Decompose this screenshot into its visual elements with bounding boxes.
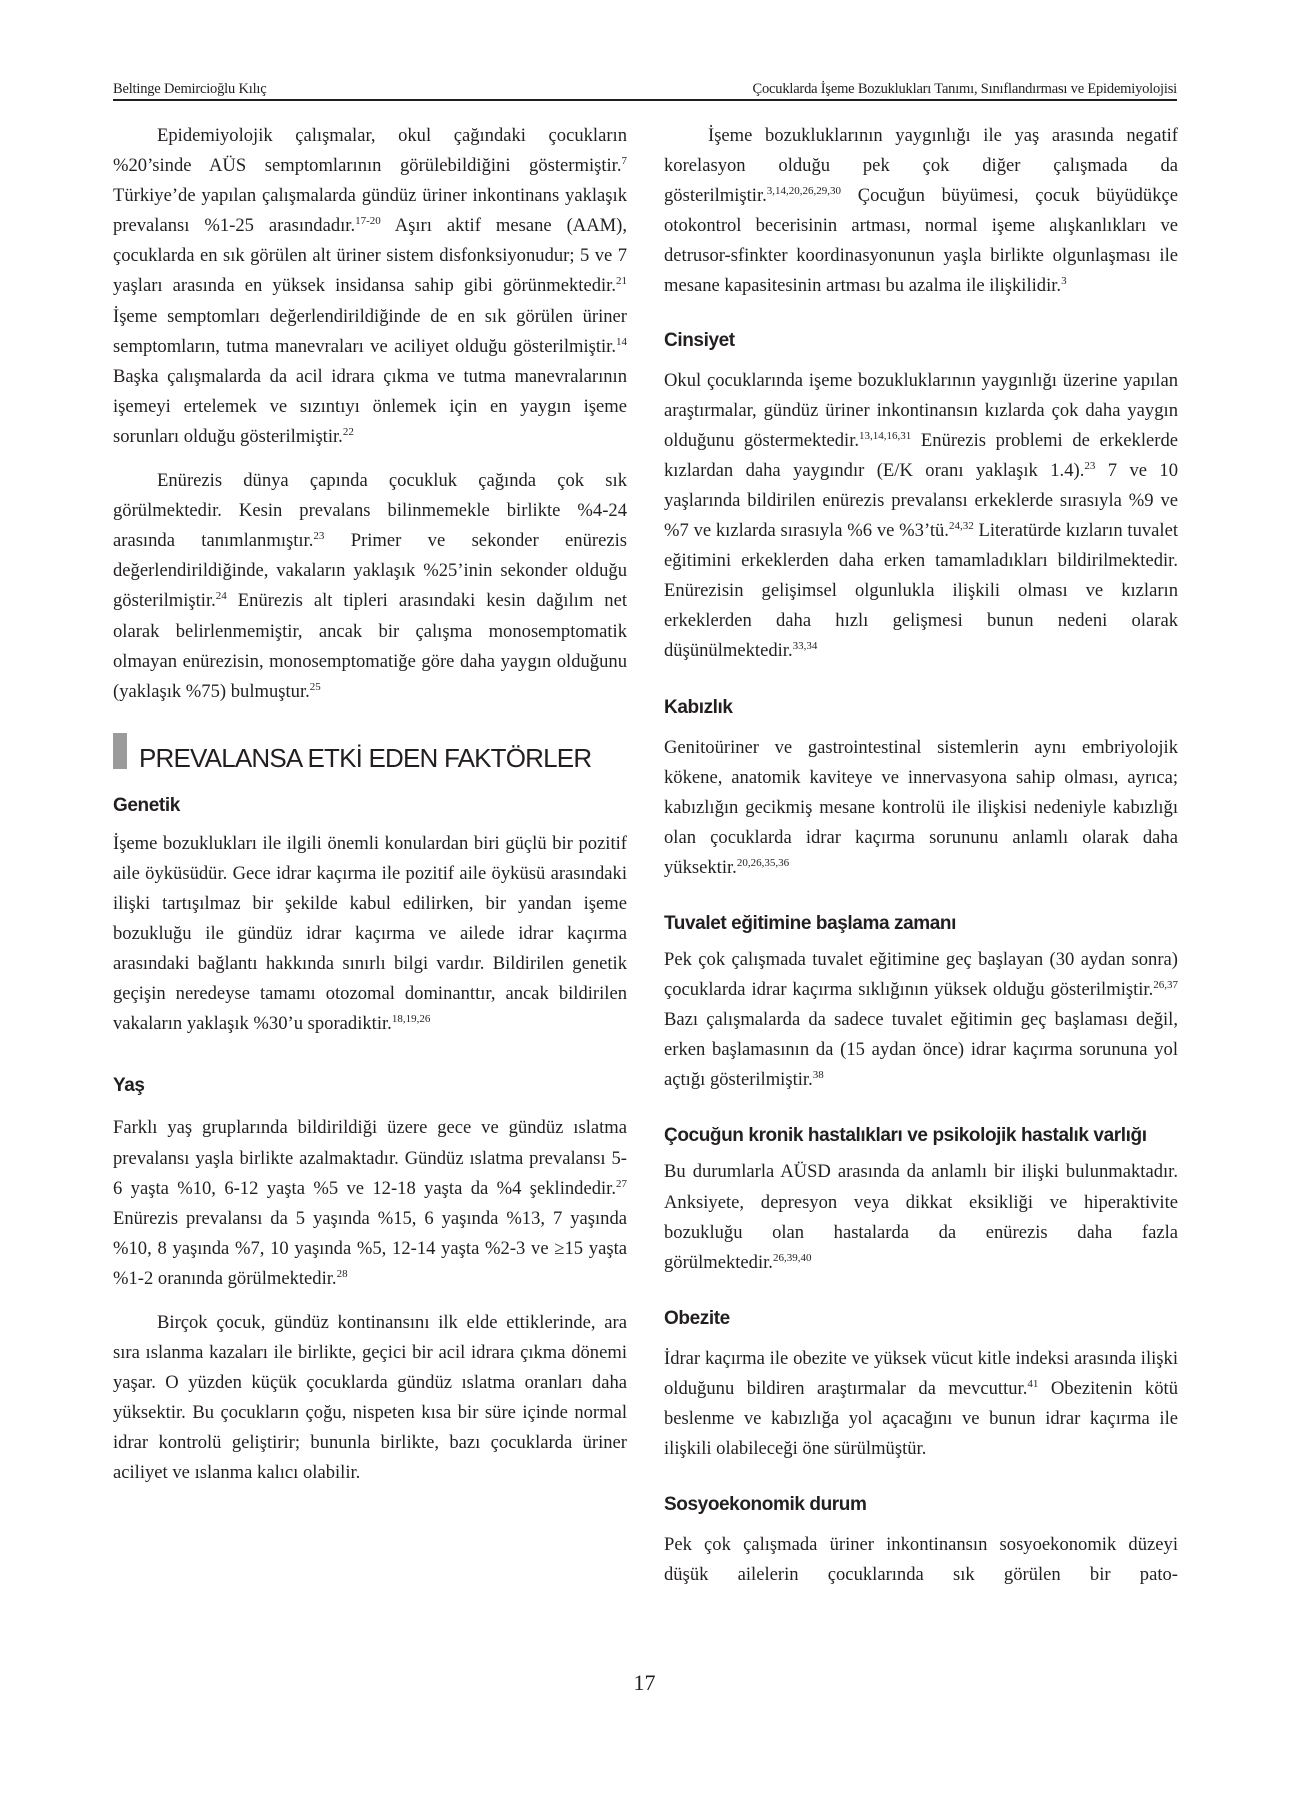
citation: 13,14,16,31	[859, 429, 912, 442]
header-author: Beltinge Demircioğlu Kılıç	[113, 81, 267, 97]
spacer	[664, 302, 1178, 326]
section-heading	[113, 729, 627, 773]
page-number: 17	[633, 1670, 656, 1695]
paragraph-tuvalet: Pek çok çalışmada tuvalet eğitimine geç başlayan (30 aydan sonra) çocuklarda idrar kaçırma sıklığının yüksek olduğu gösterilmiştir.$^{26,37}$ Bazı çalışmalarda da sadece tuvalet eğitimin geç başlaması değil, erken başlamasının da (15 aydan önce) idrar kaçırma sorununa yol açtığı gösterilmiştir.$^{38}$	[664, 948, 1178, 1091]
paragraph-kabizlik: Genitoüriner ve gastrointestinal sistemlerin aynı embriyolojik kökene, anatomik kaviteye ve innervasyona sahip olması, ayrıca; kabızlığın gecikmiş mesane kontrolü ile ilişkisi nedeniyle kabızlığı olan çocuklarda idrar kaçırma sorununu anlamlı olarak daha yüksektir.$^{20,26,35,36}$	[664, 736, 1178, 878]
citation: 26,39,40	[772, 1251, 812, 1264]
spacer	[664, 1464, 1178, 1490]
citation: 18,19,26	[391, 1013, 431, 1026]
paragraph-kronik: Bu durumlarla AÜSD arasında da anlamlı bir ilişki bulunmaktadır. Anksiyete, depresyon veya dikkat eksikliği ve hiperaktivite bozukluğu olan hastalarda da enürezis daha fazla görülmektedir.$^{26,39,40}$	[664, 1161, 1178, 1273]
subheading-yas: Yaş	[113, 1075, 145, 1097]
citation: 7	[621, 155, 627, 168]
citation: 25	[309, 680, 321, 693]
citation: 28	[336, 1267, 348, 1280]
spacer	[664, 1095, 1178, 1121]
spacer	[113, 1101, 627, 1113]
subheading-cinsiyet: Cinsiyet	[664, 329, 735, 351]
section-title: PREVALANSA ETKİ EDEN FAKTÖRLER	[139, 742, 592, 773]
citation: 27	[616, 1177, 627, 1190]
paragraph-genetik: İşeme bozuklukları ile ilgili önemli konulardan biri güçlü bir pozitif aile öyküsüdür. Gece idrar kaçırma ile pozitif aile öyküsü arasındaki ilişki tartışılmaz bir şekilde kabul edilirken, bir yandan işeme bozukluğu ile gündüz idrar kaçırma ve ailede idrar kaçırma arasındaki bağlantı hakkında sınırlı bilgi vardır. Bildirilen genetik geçişin neredeyse tamamı otozomal dominanttır, ancak bildirilen vakaların yaklaşık %30’u sporadiktir.$^{18,19,26}$	[113, 832, 627, 1035]
left-column	[113, 121, 627, 1489]
right-column	[664, 121, 1178, 1590]
citation: 3	[1061, 275, 1067, 288]
spacer	[664, 667, 1178, 693]
spacer	[664, 1278, 1178, 1304]
spacer	[113, 1294, 627, 1308]
paragraph-bircok: Birçok çocuk, gündüz kontinansını ilk elde ettiklerinde, ara sıra ıslanma kazaları ile birlikte, geçici bir acil idrara çıkma dönemi yaşar. O yüzden küçük çocuklarda gündüz ıslatma oranları daha yüksektir. Bu çocukların çoğu, nispeten kısa bir süre içinde normal idrar kontrolü geliştirir; bununla birlikte, bazı çocuklarda üriner aciliyet ve ıslanma kalıcı olabilir.	[113, 1312, 627, 1484]
spacer	[113, 821, 627, 829]
paragraph-sosyoekonomik: Pek çok çalışmada üriner inkontinansın sosyoekonomik düzeyi düşük ailelerin çocuklarında sık görülen bir pato-	[664, 1534, 1178, 1586]
spacer	[664, 1520, 1178, 1530]
header-running-title: Çocuklarda İşeme Bozuklukları Tanımı, Sınıflandırması ve Epidemiyolojisi	[752, 81, 1177, 97]
subheading-genetik: Genetik	[113, 794, 180, 816]
subheading-kronik: Çocuğun kronik hastalıkları ve psikolojik hastalık varlığı	[664, 1125, 1147, 1147]
citation: 17-20	[355, 215, 381, 228]
paragraph-enuresis: Enürezis dünya çapında çocukluk çağında çok sık görülmektedir. Kesin prevalans bilinmemekle birlikte %4-24 arasında tanımlanmıştır.$^{23}$ Primer ve sekonder enürezis değerlendirildiğinde, vakaların yaklaşık %25’inin sekonder olduğu gösterilmiştir.$^{24}$ Enürezis alt tipleri arasındaki kesin dağılım net olarak belirlenmemiştir, ancak bir çalışma monosemptomatik olmayan enürezisin, monosemptomatiğe göre daha yaygın olduğunu (yaklaşık %75) bulmuştur.$^{25}$	[113, 470, 627, 702]
citation: 41	[1027, 1377, 1039, 1390]
citation: 22	[342, 425, 354, 438]
paragraph-yas: Farklı yaş gruplarında bildirildiği üzere gece ve gündüz ıslatma prevalansı yaşla birlikte azalmaktadır. Gündüz ıslatma prevalansı 5-6 yaşta %10, 6-12 yaşta %5 ve 12-18 yaşta da %4 şeklindedir.$^{27}$ Enürezis prevalansı da 5 yaşında %15, 6 yaşında %13, 7 yaşında %10, 8 yaşında %7, 10 yaşında %5, 12-14 yaşta %2-3 ve ≥15 yaşta %1-2 oranında görülmektedir.$^{28}$	[113, 1117, 627, 1289]
paragraph-epidemiology: Epidemiyolojik çalışmalar, okul çağındaki çocukların %20’sinde AÜS semptomlarının görülebildiğini göstermiştir.$^7$ Türkiye’de yapılan çalışmalarda gündüz üriner inkontinans yaklaşık prevalansı %1-25 arasındadır.$^{17-20}$ Aşırı aktif mesane (AAM), çocuklarda en sık görülen alt üriner sistem disfonksiyonudur; 5 ve 7 yaşları arasında en yüksek insidansa sahip gibi görünmektedir.$^{21}$ İşeme semptomları değerlendirildiğinde de en sık görülen üriner semptomların, tutma manevraları ve aciliyet olduğu gösterilmiştir.$^{14}$ Başka çalışmalarda da acil idrara çıkma ve tutma manevralarının işemeyi ertelemek ve sızıntıyı önlemek için en yaygın işeme sorunları olduğu gösterilmiştir.$^{22}$	[113, 125, 627, 447]
citation: 21	[616, 275, 627, 288]
paragraph-cinsiyet: Okul çocuklarında işeme bozukluklarının yaygınlığı üzerine yapılan araştırmalar, gündüz üriner inkontinansın kızlarda çok daha yaygın olduğunu göstermektedir.$^{13,14,16,31}$ Enürezis problemi de erkeklerde kızlardan daha yaygındır (E/K oranı yaklaşık 1.4).$^{23}$ 7 ve 10 yaşlarında bildirilen enürezis prevalansı erkeklerde sırasıyla %9 ve %7 ve kızlarda sırasıyla %6 ve %3’tü.$^{24,32}$ Literatürde kızların tuvalet eğitimini erkeklerden daha erken tamamladıkları bildirilmektedir. Enürezisin gelişimsel olgunlukla ilişkili olması ve kızların erkeklerden daha hızlı gelişmesi bunun nedeni olarak düşünülmektedir.$^{33,34}$	[664, 369, 1178, 662]
subheading-obezite: Obezite	[664, 1307, 730, 1329]
citation: 24	[215, 590, 227, 603]
citation: 24,32	[948, 520, 974, 533]
spacer	[113, 773, 627, 791]
subheading-kabizlik: Kabızlık	[664, 696, 733, 718]
spacer	[664, 723, 1178, 733]
citation: 14	[616, 335, 627, 348]
spacer	[664, 1334, 1178, 1344]
paragraph-age-correlation: İşeme bozukluklarının yaygınlığı ile yaş arasında negatif korelasyon olduğu pek çok diğer çalışmada da gösterilmiştir.$^{3,14,20,26,29,30}$ Çocuğun büyümesi, çocuk büyüdükçe otokontrol becerisinin artması, normal işeme alışkanlıkları ve detrusor-sfinkter koordinasyonunun yaşla birlikte olgunlaşması ile mesane kapasitesinin artması bu azalma ile ilişkilidir.$^3$	[664, 125, 1178, 297]
spacer	[113, 452, 627, 466]
spacer	[113, 1039, 627, 1071]
running-header	[113, 76, 1177, 98]
citation: 23	[313, 530, 325, 543]
citation: 20,26,35,36	[736, 856, 790, 869]
citation: 26,37	[1153, 979, 1178, 992]
spacer	[664, 356, 1178, 366]
citation: 38	[812, 1069, 824, 1082]
header-rule	[113, 99, 1177, 101]
spacer	[664, 883, 1178, 909]
subheading-sosyoekonomik: Sosyoekonomik durum	[664, 1494, 867, 1516]
paragraph-obezite: İdrar kaçırma ile obezite ve yüksek vücut kitle indeksi arasında ilişki olduğunu bildiren araştırmalar da mevcuttur.$^{41}$ Obezitenin kötü beslenme ve kabızlığa yol açacağını ve bunun idrar kaçırma ile ilişkili olabileceği öne sürülmüştür.	[664, 1347, 1178, 1460]
subheading-tuvalet: Tuvalet eğitimine başlama zamanı	[664, 912, 957, 934]
citation: 3,14,20,26,29,30	[766, 185, 842, 198]
citation: 33,34	[792, 640, 818, 653]
section-marker-bar	[113, 733, 127, 769]
citation: 23	[1084, 459, 1096, 472]
